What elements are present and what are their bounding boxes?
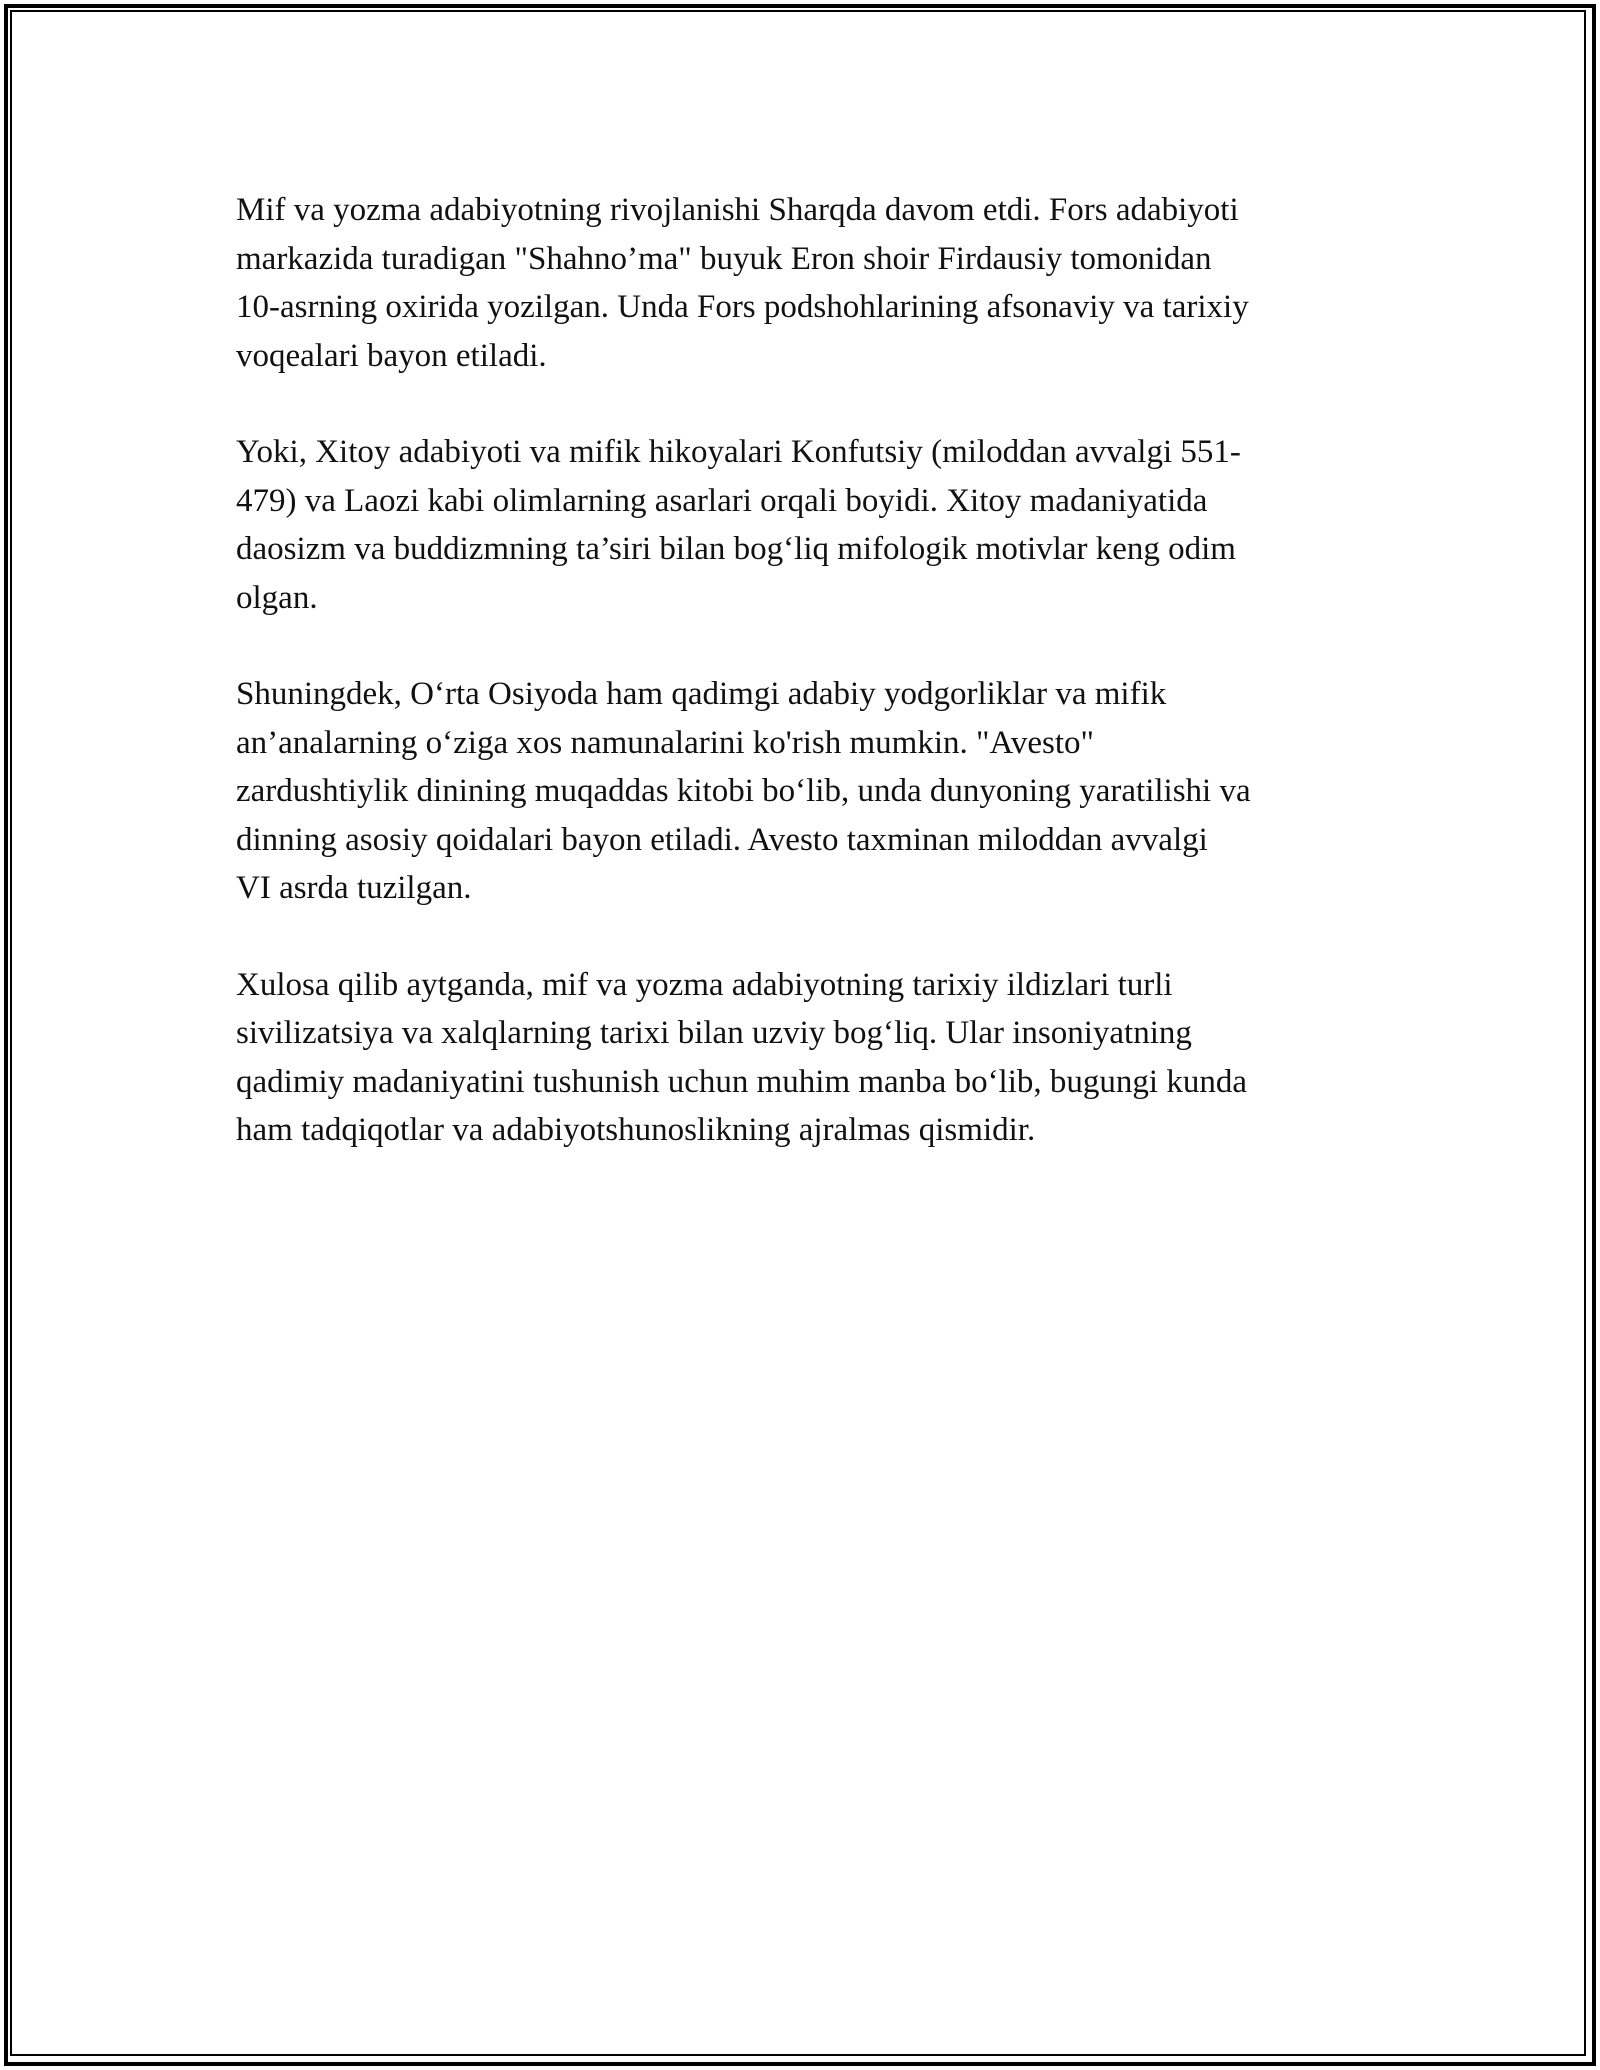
text-line: sivilizatsiya va xalqlarning tarixi bilan uzviy bog‘liq. Ular insoniyatning bbox=[236, 1015, 1192, 1051]
text-line: olgan. bbox=[236, 579, 318, 616]
text-line: 10-asrning oxirida yozilgan. Unda Fors podshohlarining afsonaviy va tarixiy bbox=[236, 289, 1249, 325]
paragraph-xitoy bbox=[236, 428, 1386, 622]
text-line: Shuningdek, O‘rta Osiyoda ham qadimgi adabiy yodgorliklar va mifik bbox=[236, 676, 1167, 712]
text-line: 479) va Laozi kabi olimlarning asarlari orqali boyidi. Xitoy madaniyatida bbox=[236, 482, 1208, 519]
paragraph-xulosa bbox=[236, 961, 1386, 1155]
text-line: markazida turadigan "Shahno’ma" buyuk Eron shoir Firdausiy tomonidan bbox=[236, 240, 1212, 277]
text-line: voqealari bayon etiladi. bbox=[236, 337, 547, 374]
text-line: VI asrda tuzilgan. bbox=[236, 870, 472, 906]
paragraph-shahnoma bbox=[236, 186, 1386, 380]
text-line: ham tadqiqotlar va adabiyotshunoslikning ajralmas qismidir. bbox=[236, 1112, 1036, 1148]
text-line: Yoki, Xitoy adabiyoti va mifik hikoyalari Konfutsiy (miloddan avvalgi 551- bbox=[236, 434, 1241, 470]
document-body bbox=[236, 186, 1386, 1203]
text-line: dinning asosiy qoidalari bayon etiladi. Avesto taxminan miloddan avvalgi bbox=[236, 821, 1208, 858]
text-line: daosizm va buddizmning ta’siri bilan bog‘liq mifologik motivlar keng odim bbox=[236, 531, 1236, 567]
text-line: zardushtiylik dinining muqaddas kitobi bo‘lib, unda dunyoning yaratilishi va bbox=[236, 773, 1251, 809]
text-line: qadimiy madaniyatini tushunish uchun muhim manba bo‘lib, bugungi kunda bbox=[236, 1063, 1247, 1100]
text-line: Xulosa qilib aytganda, mif va yozma adabiyotning tarixiy ildizlari turli bbox=[236, 966, 1173, 1003]
paragraph-avesto bbox=[236, 670, 1386, 913]
text-line: an’analarning o‘ziga xos namunalarini ko'rish mumkin. "Avesto" bbox=[236, 724, 1094, 761]
text-line: Mif va yozma adabiyotning rivojlanishi Sharqda davom etdi. Fors adabiyoti bbox=[236, 192, 1239, 228]
